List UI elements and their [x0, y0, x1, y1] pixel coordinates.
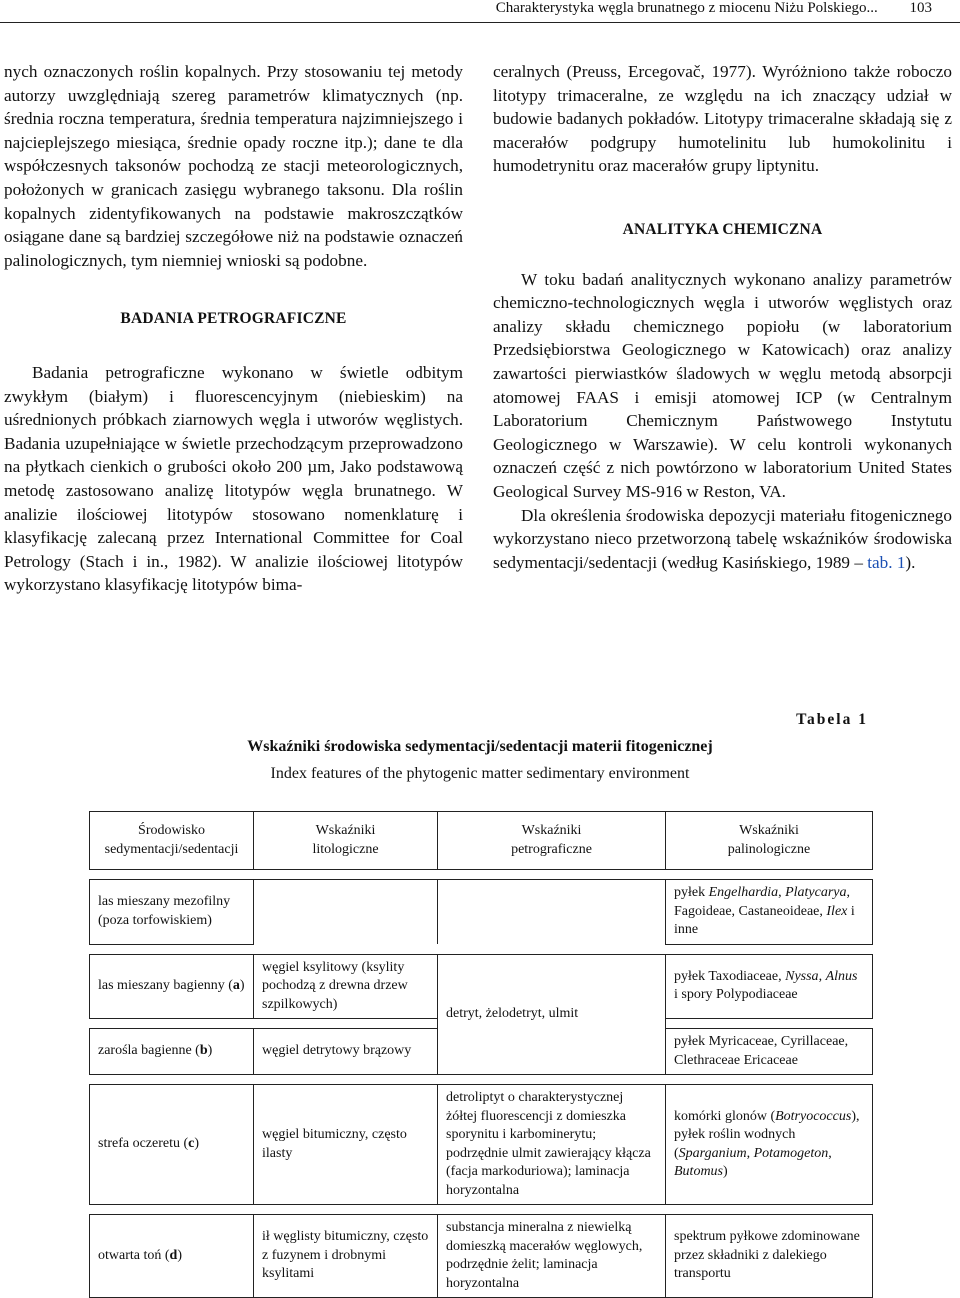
text-fragment: strefa oczeretu ( [98, 1136, 189, 1152]
environment-table [89, 811, 873, 1298]
cell-palynological [666, 1085, 873, 1205]
table-row [90, 1085, 873, 1205]
header-line: Wskaźniki [739, 823, 799, 838]
env-letter: b [199, 1043, 208, 1059]
cell-environment [90, 954, 254, 1019]
text-fragment: las mieszany bagienny ( [98, 978, 233, 993]
text-fragment: ) [177, 1247, 182, 1263]
running-header [0, 0, 960, 22]
taxon-italic: Platycarya [785, 885, 847, 900]
cell-environment [90, 1029, 254, 1075]
header-palynological [666, 812, 873, 870]
right-paragraph-2: W toku badań analitycznych wykonano analizy parametrów chemiczno-technologicznych węgla i utworów węglistych oraz analizy składu chemicznego popiołu (w laboratorium Przedsiębiorstwa Geologicznego w Katowicach) oraz analizy zawartości pierwiastków śladowych w węglu metodą absorpcji atomowej FAAS i emisji atomowej ICP (w Centralnym Laboratorium Chemicznym Państwowego Instytutu Geologicznego w Warszawie). W celu kontroli wykonanych oznaczeń część z nich powtórzono w laboratorium United States Geological Survey MS-916 w Reston, VA. [493, 269, 952, 501]
text-fragment: otwarta toń ( [98, 1247, 170, 1263]
env-letter: d [169, 1247, 178, 1263]
left-paragraph-1: nych oznaczonych roślin kopalnych. Przy stosowaniu tej metody autorzy uwzględniają szereg parametrów klimatycznych (np. średnia roczna temperatura, średnia temperatura najzimniejszego i najcieplejszego miesiąca, średnie opady roczne itp.); dane te dla współczesnych taksonów pochodzą ze stacji meteorologicznych, położonych w granicach zasięgu wybranego taksonu. Dla roślin kopalnych zidentyfikowanych na podstawie makroszczątków osiągane dane są bardziej szczegółowe niż na podstawie oznaczeń palinologicznych, tym niemniej wnioski są podobne. [4, 62, 463, 270]
env-letter: a [232, 978, 240, 993]
cell-palynological: pyłek Myricaceae, Cyrillaceae, Clethraceae Ericaceae [666, 1029, 873, 1075]
spacer-cell [90, 1019, 254, 1029]
right-paragraph-1: ceralnych (Preuss, Ercegovač, 1977). Wyróżniono także roboczo litotypy trimaceralne, ze względu na ich znaczący udział w budowie badanych pokładów. Litotypy trimaceralne składają się z macerałów podgrupy humotelinitu lub humokolinitu i humodetrynitu oraz macerałów grupy liptynitu. [493, 62, 952, 176]
left-paragraph-2: Badania petrograficzne wykonano w świetle odbitym zwykłym (białym) i fluorescencyjnym (niebieskim) na uśrednionych próbkach ziarnowych węgla i utworów węglistych. Badania uzupełniające w świetle przechodzącym przeprowadzono na płytkach cienkich o grubości około 200 µm, Jako podstawową metodę zastosowano analizę litotypów węgla brunatnego. W analizie ilościowej litotypów stosowano nomenklaturę i klasyfikację zalecaną przez International Committee for Coal Petrology (Stach i in., 1982). W analizie ilościowej litotypów wykorzystano klasyfikację litotypów bima- [4, 362, 463, 595]
cell-petrographic: detryt, żelodetryt, ulmit [438, 954, 666, 1075]
text-fragment: ) [194, 1136, 200, 1152]
taxon-italic: Nyssa [785, 968, 819, 984]
taxon-italic: Ilex [826, 903, 848, 919]
text-fragment: i inne [674, 903, 855, 937]
paragraph-3-text: Dla określenia środowiska depozycji materiału fitogenicznego wykorzystano nieco przetworzoną tabelę wskaźników środowiska sedymentacji/sedentacji (według Kasińskiego, 1989 – [493, 505, 952, 572]
header-rule [0, 22, 960, 23]
cell-environment: las mieszany mezofilny (poza torfowiskiem) [90, 880, 254, 945]
spacer-cell [666, 1019, 873, 1029]
taxon-italic: Botryococcus [775, 1108, 852, 1124]
section-title-analityka: ANALITYKA CHEMICZNA [622, 220, 823, 238]
text-fragment: ), pyłek roślin wodnych ( [674, 1108, 860, 1161]
spacer-cell [254, 1019, 438, 1029]
header-line: Wskaźniki [315, 823, 376, 838]
taxon-italic: Alnus [825, 968, 858, 984]
text-fragment: komórki glonów ( [674, 1108, 776, 1124]
text-fragment: pyłek Taxodiaceae, [674, 968, 786, 984]
cell-lithological: węgiel ksylitowy (ksylity pochodzą z drewna drzew szpilkowych) [254, 954, 438, 1019]
spacer-cell [90, 1075, 873, 1085]
left-column [4, 60, 463, 597]
text-fragment: ) [239, 978, 245, 993]
spacer-cell [90, 944, 873, 954]
text-fragment: ) [723, 1164, 728, 1179]
cell-lithological: węgiel bitumiczny, często ilasty [254, 1085, 438, 1205]
header-right [496, 0, 932, 17]
right-paragraph-3 [493, 504, 952, 575]
header-line: litologiczne [312, 841, 379, 857]
env-letter: c [188, 1136, 195, 1152]
header-line: palinologiczne [727, 841, 811, 857]
text-fragment: ) [207, 1043, 213, 1059]
table-row [90, 1215, 873, 1298]
table-ref-link[interactable] [867, 553, 905, 572]
running-title: Charakterystyka węgla brunatnego z miocenu Niżu Polskiego... [495, 0, 878, 16]
cell-palynological [666, 880, 873, 945]
text-fragment: , Fagoideae, Castaneoideae, [674, 885, 851, 919]
cell-environment [90, 1085, 254, 1205]
table-ref-tab: tab. [867, 552, 893, 572]
text-fragment: , [828, 1145, 832, 1161]
text-fragment: , [778, 885, 786, 900]
spacer-cell [90, 870, 873, 880]
table-spacer [90, 870, 873, 880]
taxon-italic: Butomus [674, 1164, 723, 1179]
cell-lithological: ił węglisty bitumiczny, często z fuzynem i drobnymi ksylitami [254, 1215, 438, 1298]
cell-petrographic: substancja mineralna z niewielką domieszką macerałów węglowych, podrzędnie żelit; laminacja horyzontalna [438, 1215, 666, 1298]
text-fragment: pyłek [674, 885, 709, 900]
cell-palynological [666, 954, 873, 1019]
cell-lithological: węgiel detrytowy brązowy [254, 1029, 438, 1075]
header-line: petrograficzne [511, 841, 592, 857]
table-header-row [90, 812, 873, 870]
table-spacer [90, 1075, 873, 1085]
header-environment [90, 812, 254, 870]
text-fragment: i spory Polypodiaceae [674, 987, 798, 1003]
header-line: sedymentacji/sedentacji [104, 841, 239, 857]
taxon-italic: Sparganium [678, 1145, 747, 1161]
table-row [90, 880, 873, 945]
table-row [90, 954, 873, 1019]
cell-lithological [254, 880, 438, 945]
section-title-petrografia: BADANIA PETROGRAFICZNE [120, 310, 347, 328]
page-number: 103 [909, 0, 932, 16]
cell-petrographic [438, 880, 666, 945]
header-lithological [254, 812, 438, 870]
taxon-italic: Engelhardia [708, 885, 779, 900]
spacer-cell [90, 1205, 873, 1215]
table-subtitle: Index features of the phytogenic matter sedimentary environment [270, 765, 690, 782]
header-line: Wskaźniki [521, 823, 582, 838]
text-fragment: , [818, 968, 826, 984]
table-ref-num: 1 [896, 552, 906, 572]
cell-environment [90, 1215, 254, 1298]
cell-petrographic: detroliptyt o charakterystycznej żółtej fluorescencji z domieszka sporynitu i karbominerytu; podrzędnie ulmit zawierający kłącza (facja markoduriowa); laminacja horyzontalna [438, 1085, 666, 1205]
paragraph-3-end: ). [905, 552, 916, 572]
header-petrographic [438, 812, 666, 870]
table-label: Tabela 1 [796, 711, 868, 728]
table-spacer [90, 1205, 873, 1215]
table-title: Wskaźniki środowiska sedymentacji/sedentacji materii fitogenicznej [247, 738, 713, 755]
taxon-italic: Potamogeton [753, 1145, 829, 1161]
header-line: Środowisko [138, 823, 205, 838]
text-fragment: zarośla bagienne ( [98, 1043, 200, 1059]
table-spacer [90, 944, 873, 954]
cell-palynological: spektrum pyłkowe zdominowane przez składniki z dalekiego transportu [666, 1215, 873, 1298]
right-column [493, 60, 952, 574]
text-fragment: , [746, 1145, 754, 1161]
